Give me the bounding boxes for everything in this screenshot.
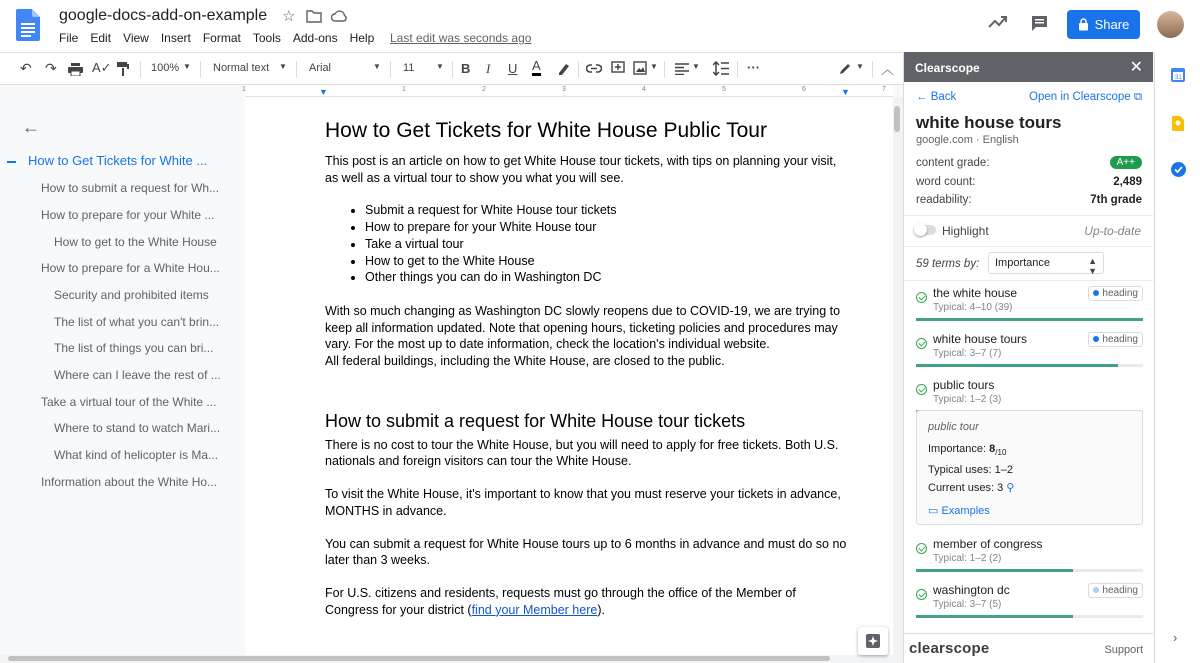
check-circle-icon: [916, 292, 927, 303]
term-typical: Typical: 1–2 (2): [933, 553, 1002, 564]
sort-value: Importance: [995, 257, 1051, 269]
paragraph: All federal buildings, including the White House, are closed to the public.: [325, 354, 725, 369]
vertical-scrollbar-thumb[interactable]: [894, 106, 900, 132]
dot-icon: [1093, 587, 1099, 593]
detail-typical: Typical uses: 1–2: [928, 464, 1013, 476]
terms-count: 59 terms by:: [916, 258, 980, 270]
sidebar-title: Clearscope: [915, 61, 980, 75]
right-indent-marker-icon[interactable]: ▼: [841, 87, 850, 97]
ruler-mark: 1: [242, 86, 246, 93]
outline-item[interactable]: How to prepare for your White ...: [41, 208, 215, 222]
paragraph: This post is an article on how to get White House tour tickets, with tips on planning your visit, as well as a virtual tour to show you what you will see.: [325, 154, 837, 185]
list-item: • Take a virtual tour: [365, 236, 850, 253]
last-edit-link[interactable]: Last edit was seconds ago: [390, 31, 532, 45]
editing-mode-pencil-icon[interactable]: [839, 62, 852, 75]
sync-status: Up-to-date: [1084, 224, 1141, 238]
lock-icon: [1078, 18, 1089, 31]
chevron-down-icon: ▼: [856, 62, 864, 71]
usage-bar-fill: [916, 615, 1073, 618]
usage-bar: [916, 364, 1143, 367]
outline-item[interactable]: How to Get Tickets for White ...: [28, 153, 208, 168]
term-name: washington dc: [933, 583, 1010, 597]
svg-text:31: 31: [1175, 75, 1182, 81]
more-options-icon[interactable]: ···: [747, 60, 760, 75]
ruler-mark: 6: [802, 86, 806, 93]
list-item: • How to prepare for your White House tour: [365, 219, 850, 236]
badge-label: heading: [1102, 585, 1138, 596]
examples-label: Examples: [941, 505, 990, 517]
menu-addons[interactable]: Add-ons: [292, 31, 338, 45]
usage-bar-fill: [916, 364, 1118, 367]
chevron-down-icon: ▼: [373, 62, 381, 71]
badge-label: heading: [1102, 334, 1138, 345]
metric-row: [916, 194, 1142, 206]
highlight-color-icon[interactable]: [557, 62, 570, 75]
text-color-button[interactable]: A: [532, 59, 541, 76]
horizontal-scrollbar-thumb[interactable]: [8, 656, 830, 661]
metric-row: [916, 157, 1142, 169]
usage-bar-fill: [916, 318, 1143, 321]
outline-item[interactable]: The list of things you can bri...: [54, 341, 214, 355]
share-label: Share: [1094, 17, 1130, 32]
menu-help[interactable]: Help: [349, 31, 375, 45]
back-link[interactable]: ← Back: [916, 91, 957, 103]
term-typical: Typical: 3–7 (5): [933, 599, 1002, 610]
metric-row: [916, 176, 1142, 188]
tasks-icon[interactable]: [1171, 162, 1186, 177]
find-member-link[interactable]: find your Member here: [471, 602, 598, 617]
font-family-select[interactable]: Arial: [309, 62, 332, 74]
chevron-down-icon: ▼: [692, 62, 700, 71]
term-typical: Typical: 4–10 (39): [933, 302, 1013, 313]
ruler-mark: 7: [882, 86, 886, 93]
usage-bar: [916, 615, 1143, 618]
paragraph-text: For U.S. citizens and residents, requests must go through the office of the Member of Congress for your district (: [325, 585, 796, 617]
heading-badge: [1088, 286, 1143, 301]
outline-item[interactable]: How to prepare for a White Hou...: [41, 261, 220, 275]
chevron-down-icon: ▼: [650, 62, 658, 71]
heading-badge: [1088, 583, 1143, 598]
detail-term: public tour: [928, 421, 979, 433]
term-name: member of congress: [933, 537, 1043, 551]
outline-item[interactable]: Where to stand to watch Mari...: [54, 421, 221, 435]
examples-icon: ▭: [928, 505, 939, 517]
term-name: the white house: [933, 286, 1018, 300]
formatting-toolbar: [0, 52, 903, 85]
ruler-mark: 1: [402, 86, 406, 93]
query-locale: google.com · English: [916, 134, 1019, 146]
close-icon[interactable]: ✕: [1129, 59, 1143, 76]
outline-item[interactable]: How to get to the White House: [54, 235, 217, 249]
clearscope-sidebar: [903, 52, 1153, 663]
divider: [904, 246, 1153, 247]
comment-history-icon[interactable]: [1030, 14, 1049, 33]
menu-tools[interactable]: Tools: [252, 31, 281, 45]
outline-item[interactable]: Where can I leave the rest of ...: [54, 368, 221, 382]
italic-button[interactable]: I: [486, 61, 491, 76]
paragraph-style-select[interactable]: Normal text: [213, 62, 270, 74]
ruler-mark: 2: [482, 86, 486, 93]
menu-view[interactable]: View: [123, 31, 149, 45]
insert-image-icon[interactable]: [633, 61, 647, 75]
add-comment-icon[interactable]: [611, 61, 625, 75]
metric-value: 7th grade: [1090, 194, 1142, 206]
metric-label: content grade:: [916, 157, 990, 169]
font-size-select[interactable]: 11: [403, 62, 415, 74]
content-grade-badge: A++: [1110, 156, 1142, 169]
badge-label: heading: [1102, 288, 1138, 299]
detail-current: [928, 481, 1014, 494]
chevron-down-icon: ▼: [183, 62, 191, 71]
dot-icon: [1093, 290, 1099, 296]
paragraph: You can submit a request for White House tours up to 6 months in advance and must do so no later than 3 weeks.: [325, 536, 847, 568]
close-outline-arrow-icon[interactable]: ←: [22, 117, 40, 137]
document-heading-2: How to submit a request for White House tour tickets: [325, 410, 746, 431]
usage-bar-fill: [916, 569, 1073, 572]
query-title: white house tours: [916, 113, 1062, 132]
outline-item[interactable]: The list of what you can't brin...: [54, 315, 220, 329]
star-icon[interactable]: ☆: [282, 8, 296, 25]
paragraph: With so much changing as Washington DC slowly reopens due to COVID-19, we are trying to keep all information updated. Note that opening hours, ticketing policies and procedures may vary. For the most up to date information, check the location's individual website.: [325, 303, 841, 352]
document-outline: [0, 97, 245, 655]
outline-item[interactable]: What kind of helicopter is Ma...: [54, 448, 219, 462]
chevron-down-icon: ▼: [279, 62, 287, 71]
open-in-clearscope-link[interactable]: [1029, 91, 1142, 104]
heading-badge: [1088, 332, 1143, 347]
active-heading-marker: [7, 161, 16, 163]
zoom-select[interactable]: 100%: [151, 62, 180, 74]
ruler[interactable]: [242, 86, 893, 97]
divider: [904, 280, 1153, 281]
metric-label: readability:: [916, 194, 972, 206]
calendar-icon[interactable]: [1171, 68, 1185, 82]
document-heading-1: How to Get Tickets for White House Public Tour: [325, 119, 767, 142]
highlight-label: Highlight: [942, 224, 989, 238]
undo-icon[interactable]: ↶: [20, 60, 32, 76]
underline-button[interactable]: U: [508, 61, 518, 76]
collapse-toolbar-icon[interactable]: ︿: [881, 62, 895, 77]
bullet-list: [365, 202, 850, 286]
bold-button[interactable]: B: [461, 61, 471, 76]
current-uses: Current uses: 3: [928, 482, 1004, 494]
redo-icon[interactable]: ↷: [45, 60, 57, 76]
docs-logo-icon[interactable]: [16, 9, 40, 41]
ruler-mark: 5: [722, 86, 726, 93]
paragraph: There is no cost to tour the White House, but you will need to apply for free tickets. Both U.S. nationals and foreign visitors can tour the White House.: [325, 437, 839, 469]
document-page[interactable]: [245, 97, 893, 655]
outline-item[interactable]: Information about the White Ho...: [41, 475, 218, 489]
vertical-scrollbar[interactable]: [893, 97, 903, 655]
side-apps-rail: [1154, 52, 1200, 663]
sort-arrows-icon: ▲ ▼: [1088, 256, 1097, 276]
outline-item[interactable]: How to submit a request for Wh...: [41, 181, 220, 195]
menu-file[interactable]: File: [59, 31, 79, 45]
divider: [904, 215, 1153, 216]
paint-format-icon[interactable]: [117, 62, 129, 76]
importance-max: /10: [995, 448, 1007, 458]
check-circle-icon: [916, 384, 927, 395]
importance-value: 8: [989, 443, 996, 455]
outline-item[interactable]: Security and prohibited items: [54, 288, 209, 302]
menu-edit[interactable]: Edit: [90, 31, 112, 45]
align-left-icon[interactable]: [675, 63, 689, 75]
share-button[interactable]: [1067, 10, 1140, 39]
usage-bar: [916, 318, 1143, 321]
check-circle-icon: [916, 338, 927, 349]
clearscope-logo: clearscope: [909, 640, 990, 657]
usage-bar: [916, 569, 1143, 572]
detail-importance: [928, 443, 1006, 457]
menu-format[interactable]: Format: [202, 31, 241, 45]
term-name: white house tours: [933, 332, 1028, 346]
explore-sparkle-icon: [866, 634, 880, 648]
keep-icon[interactable]: [1172, 116, 1184, 131]
list-item: • How to get to the White House: [365, 253, 850, 270]
search-icon[interactable]: ⚲: [1006, 482, 1015, 494]
activity-trend-icon[interactable]: [988, 14, 1008, 30]
explore-button[interactable]: [858, 627, 888, 655]
term-name: public tours: [933, 378, 995, 392]
link-icon[interactable]: [586, 64, 602, 73]
spellcheck-icon[interactable]: A✓: [92, 60, 112, 75]
check-circle-icon: [916, 543, 927, 554]
paragraph: To visit the White House, it's important to know that you must reserve your tickets in advance, MONTHS in advance.: [325, 487, 841, 518]
ruler-mark: 3: [562, 86, 566, 93]
open-in-label: Open in Clearscope: [1029, 91, 1131, 103]
metric-label: word count:: [916, 176, 976, 188]
paragraph: [325, 585, 850, 618]
top-bar: [0, 0, 1200, 52]
dot-icon: [1093, 336, 1099, 342]
examples-link[interactable]: [928, 504, 990, 517]
user-avatar[interactable]: [1157, 11, 1184, 38]
menu-bar: [59, 31, 386, 45]
term-typical: Typical: 1–2 (3): [933, 394, 1002, 405]
line-spacing-icon[interactable]: [713, 61, 729, 76]
check-circle-icon: [916, 589, 927, 600]
toggle-knob[interactable]: [914, 223, 927, 236]
list-item: • Submit a request for White House tour tickets: [365, 202, 850, 219]
cloud-status-icon[interactable]: [331, 9, 348, 23]
document-title[interactable]: google-docs-add-on-example: [59, 7, 268, 24]
list-item: • Other things you can do in Washington DC: [365, 269, 850, 286]
term-typical: Typical: 3–7 (7): [933, 348, 1002, 359]
menu-insert[interactable]: Insert: [160, 31, 191, 45]
chevron-down-icon: ▼: [436, 62, 444, 71]
print-icon[interactable]: [68, 63, 83, 76]
paragraph-text: ).: [597, 602, 605, 617]
expand-panel-chevron-icon[interactable]: ›: [1173, 630, 1178, 645]
left-indent-marker-icon[interactable]: ▼: [319, 87, 328, 97]
metric-value: 2,489: [1113, 176, 1142, 188]
sidebar-footer: [904, 633, 1153, 663]
term-detail-card: [916, 410, 1143, 525]
back-label: Back: [930, 91, 957, 103]
sort-select[interactable]: [988, 252, 1104, 274]
ruler-mark: 4: [642, 86, 646, 93]
move-folder-icon[interactable]: [306, 9, 322, 23]
support-link[interactable]: Support: [1104, 644, 1143, 656]
sidebar-header: [904, 52, 1153, 82]
importance-label: Importance:: [928, 443, 987, 455]
outline-item[interactable]: Take a virtual tour of the White ...: [41, 395, 217, 409]
external-link-icon: ⧉: [1133, 91, 1143, 103]
